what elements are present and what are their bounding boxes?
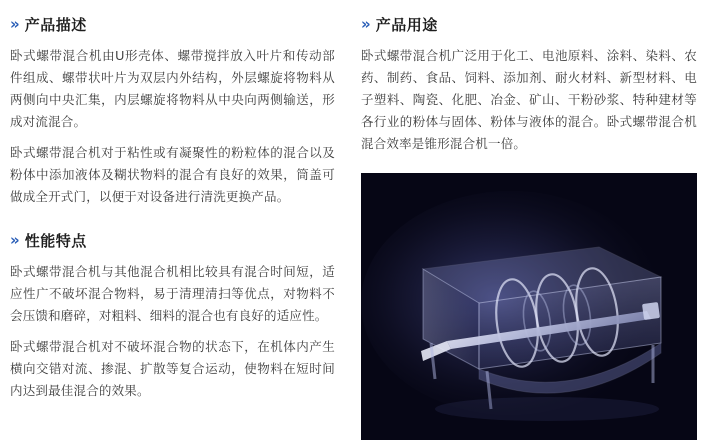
section-header xyxy=(10,230,335,251)
double-chevron-right-icon: » xyxy=(361,15,369,33)
paragraph: 卧式螺带混合机对于粘性或有凝聚性的粉粒体的混合以及粉体中添加液体及糊状物料的混合有良好的效果，筒盖可做成全开式门，以便于对设备进行清洗更换产品。 xyxy=(10,146,335,204)
left-column xyxy=(10,14,343,447)
section-title: 产品用途 xyxy=(375,17,438,34)
paragraph: 卧式螺带混合机广泛用于化工、电池原料、涂料、染料、农药、制药、食品、饲料、添加剂、耐火材料、新型材料、电子塑料、陶瓷、化肥、冶金、矿山、干粉砂浆、特种建材等各行业的粉体与固体、粉体与液体的混合。卧式螺带混合机混合效率是锥形混合机一倍。 xyxy=(361,49,697,151)
paragraph: 卧式螺带混合机与其他混合机相比较具有混合时间短，适应性广不破坏混合物料，易于清理清扫等优点，对物料不会压馈和磨碎，对粗料、细料的混合也有良好的适应性。 xyxy=(10,265,335,323)
section-product-usage xyxy=(361,14,697,155)
double-chevron-right-icon: » xyxy=(10,15,18,33)
section-performance-features xyxy=(10,230,335,402)
ribbon-mixer-3d-render xyxy=(361,173,697,440)
section-header xyxy=(10,14,335,35)
section-title: 性能特点 xyxy=(24,233,87,250)
paragraph: 卧式螺带混合机对不破坏混合物的状态下，在机体内产生横向交错对流、掺混、扩散等复合运动，使物料在短时间内达到最佳混合的效果。 xyxy=(10,340,335,398)
section-title: 产品描述 xyxy=(24,17,87,34)
right-column xyxy=(343,14,697,447)
section-header xyxy=(361,14,697,35)
paragraph: 卧式螺带混合机由U形壳体、螺带搅拌放入叶片和传动部件组成、螺带状叶片为双层内外结构，外层螺旋将物料从两侧向中央汇集，内层螺旋将物料从中央向两侧输送，形成对流混合。 xyxy=(10,49,335,129)
section-product-description xyxy=(10,14,335,208)
double-chevron-right-icon: » xyxy=(10,231,18,249)
